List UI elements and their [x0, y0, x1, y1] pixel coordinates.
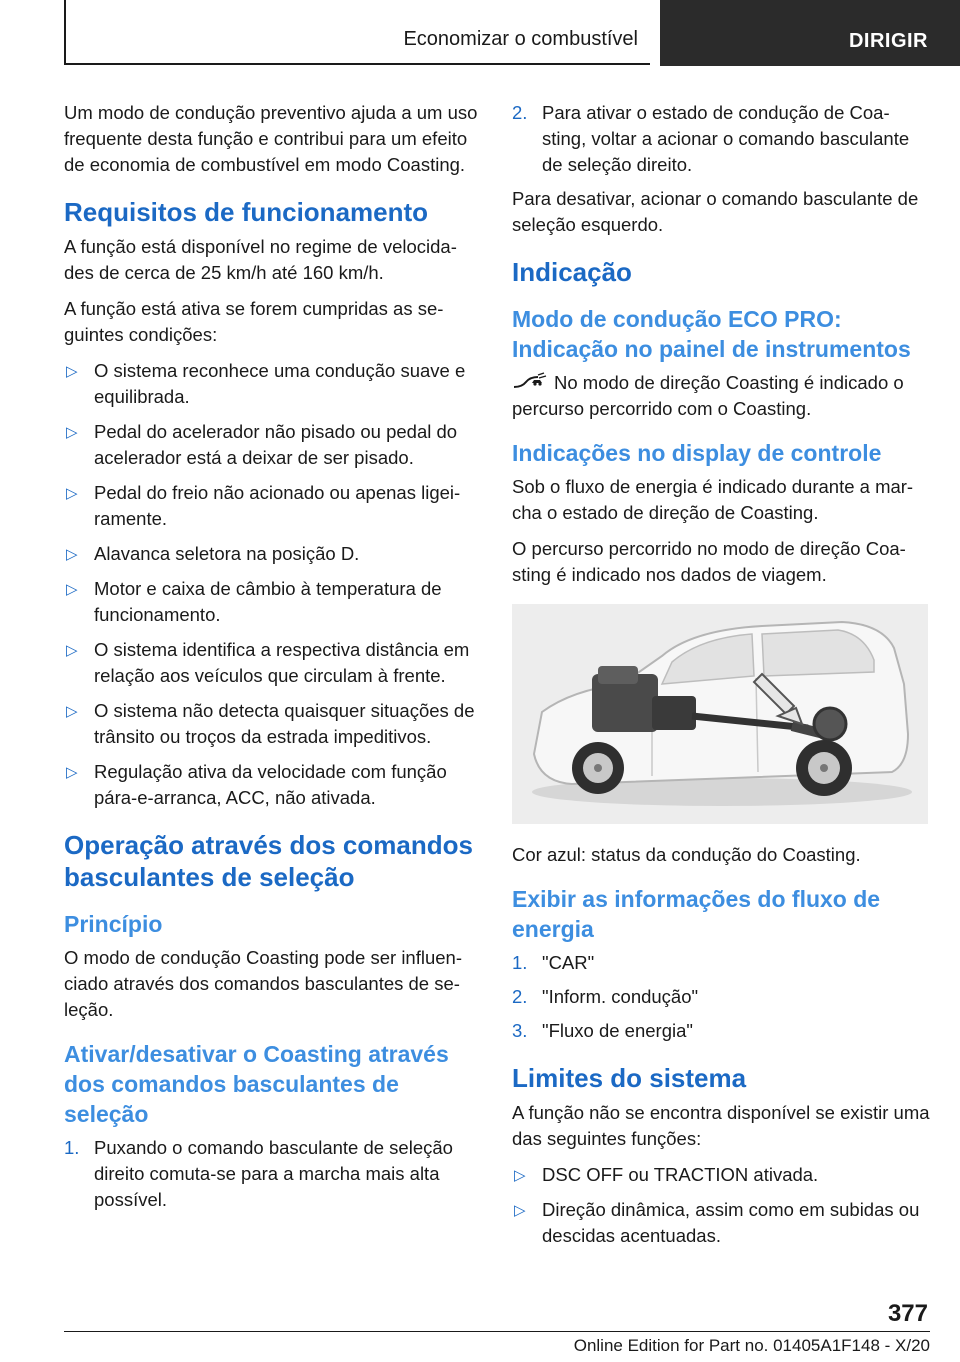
coasting-icon: [512, 371, 548, 391]
list-item: 2. "Inform. condução": [512, 986, 699, 1007]
bullet-triangle-icon: ▷: [66, 703, 78, 720]
header-rule-bottom: [64, 63, 650, 65]
operation-heading: Operação através dos comandos basculantes de seleção: [64, 830, 473, 892]
list-item: 1. Puxando o comando basculante de seleção direito comuta-se para a marcha mais alta possível.: [64, 1137, 453, 1210]
eco-pro-text-line: [512, 370, 930, 422]
header-rule-left: [64, 0, 66, 64]
right-column: [512, 100, 930, 1258]
list-item: ▷ O sistema reconhece uma condução suave e equilibrada.: [66, 360, 466, 407]
principle-text: O modo de condução Coasting pode ser influen-ciado através dos comandos basculantes de se-leção.: [64, 947, 463, 1020]
bullet-triangle-icon: ▷: [66, 581, 78, 598]
activate-steps: [64, 1135, 480, 1213]
list-item: ▷ Direção dinâmica, assim como em subidas ou descidas acentuadas.: [514, 1199, 920, 1246]
bullet-triangle-icon: ▷: [66, 764, 78, 781]
limits-list: [512, 1162, 930, 1249]
figure-caption: Cor azul: status da condução do Coasting.: [512, 844, 861, 865]
list-item: ▷ O sistema não detecta quaisquer situações de trânsito ou troços da estrada impeditivos.: [66, 700, 475, 747]
energy-flow-steps: [512, 950, 930, 1044]
list-item: ▷ O sistema identifica a respectiva distância em relação aos veículos que circulam à frente.: [66, 639, 470, 686]
list-item: ▷ Alavanca seletora na posição D.: [64, 541, 480, 567]
chapter-title: DIRIGIR: [848, 30, 928, 52]
limits-heading: Limites do sistema: [512, 1063, 747, 1093]
bullet-triangle-icon: ▷: [66, 485, 78, 502]
list-item: 1. "CAR": [512, 952, 595, 973]
intro-paragraph: Um modo de condução preventivo ajuda a um uso frequente desta função e contribui para um efeito de economia de combustível em modo Coasting.: [64, 102, 478, 175]
bullet-triangle-icon: ▷: [66, 642, 78, 659]
page-number: 377: [887, 1300, 928, 1327]
requirements-text-2: A função está ativa se forem cumpridas as se-guintes condições:: [64, 298, 444, 345]
display-text-1: Sob o fluxo de energia é indicado durante a mar-cha o estado de direção de Coasting.: [512, 476, 914, 523]
indication-heading: Indicação: [512, 257, 632, 287]
bullet-triangle-icon: ▷: [66, 424, 78, 441]
limits-text: A função não se encontra disponível se existir uma das seguintes funções:: [512, 1102, 930, 1149]
section-title: Economizar o combustível: [403, 28, 638, 50]
list-item: ▷ Pedal do acelerador não pisado ou pedal do acelerador está a deixar de ser pisado.: [66, 421, 458, 468]
vehicle-illustration-image: [512, 604, 928, 824]
requirements-heading: Requisitos de funcionamento: [64, 197, 429, 227]
list-item: ▷ Regulação ativa da velocidade com função pára-e-arranca, ACC, não ativada.: [66, 761, 447, 808]
bullet-triangle-icon: ▷: [514, 1167, 526, 1184]
eco-pro-heading: Modo de condução ECO PRO: Indicação no painel de instrumentos: [512, 306, 911, 362]
left-column: [64, 100, 480, 1221]
list-item: 2. Para ativar o estado de condução de Coa-sting, voltar a acionar o comando basculante de seleção direito.: [512, 102, 910, 175]
activate-steps-continued: [512, 100, 930, 178]
bullet-triangle-icon: ▷: [66, 363, 78, 380]
display-text-2: O percurso percorrido no modo de direção Coa-sting é indicado nos dados de viagem.: [512, 538, 906, 585]
list-item: ▷ DSC OFF ou TRACTION ativada.: [512, 1162, 930, 1188]
principle-heading: Princípio: [64, 911, 163, 937]
bullet-triangle-icon: ▷: [514, 1202, 526, 1219]
list-item: ▷ Motor e caixa de câmbio à temperatura de funcionamento.: [66, 578, 442, 625]
energy-flow-heading: Exibir as informações do fluxo de energia: [512, 886, 881, 942]
vehicle-drivetrain-illustration: [512, 604, 928, 824]
display-heading: Indicações no display de controle: [512, 440, 882, 466]
requirements-text-1: A função está disponível no regime de velocida-des de cerca de 25 km/h até 160 km/h.: [64, 236, 457, 283]
page-header: [0, 0, 960, 66]
bullet-triangle-icon: ▷: [66, 546, 78, 563]
edition-footer: Online Edition for Part no. 01405A1F148 - X/20: [573, 1336, 930, 1355]
eco-pro-text: No modo de direção Coasting é indicado o percurso percorrido com o Coasting.: [512, 372, 904, 419]
conditions-list: [64, 358, 480, 811]
list-item: 3. "Fluxo de energia": [512, 1020, 693, 1041]
list-item: ▷ Pedal do freio não acionado ou apenas ligei-ramente.: [66, 482, 461, 529]
activate-heading: Ativar/desativar o Coasting através dos comandos basculantes de seleção: [64, 1041, 449, 1127]
deactivate-text: Para desativar, acionar o comando basculante de seleção esquerdo.: [512, 188, 919, 235]
footer-rule: [64, 1331, 930, 1332]
